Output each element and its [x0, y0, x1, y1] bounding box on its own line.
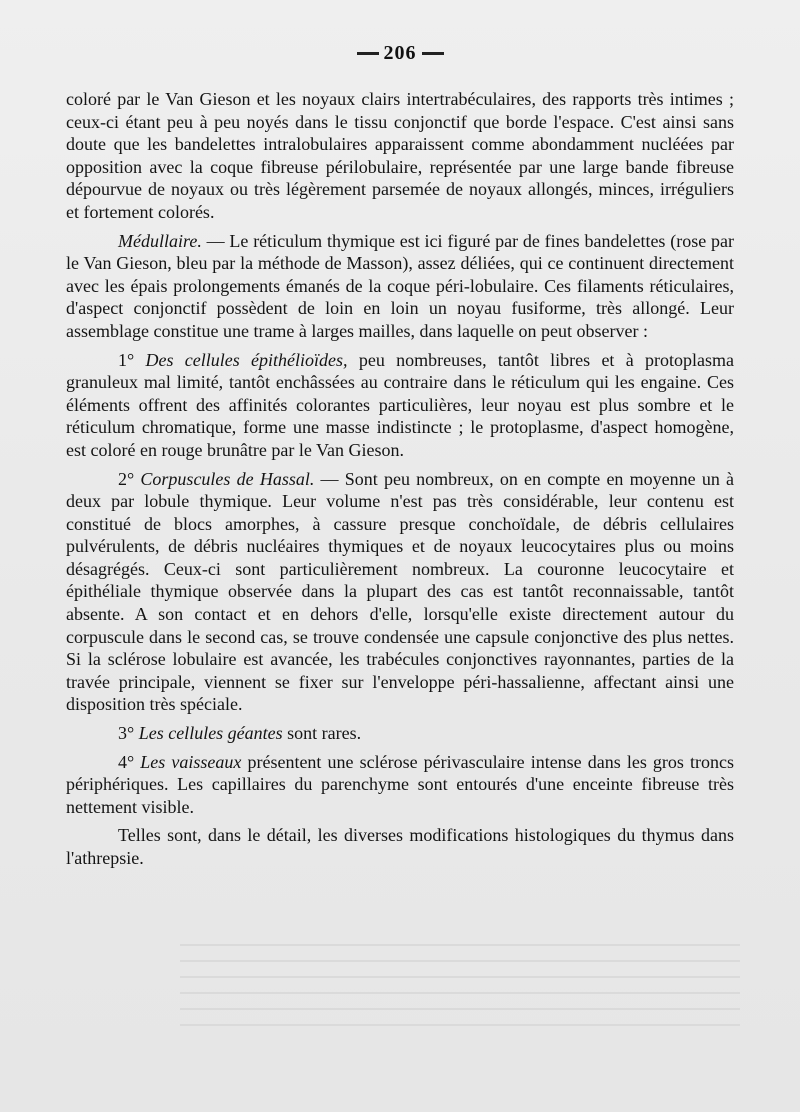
item-heading-italic: Des cellules épithélioïdes, — [145, 349, 348, 370]
paragraph-item-1 — [66, 349, 734, 462]
page-number — [0, 42, 800, 65]
paragraph-heading-italic: Médullaire. — [118, 230, 202, 251]
paragraph-conclusion — [66, 824, 734, 869]
paragraph-text: — Le réticulum thymique est ici figuré par de fines bandelettes (rose par le Van Gieson, bleu par la méthode de Masson), assez déliées, qui ce continuent directement avec les épais prolongements émanés de la coque péri-lobulaire. Ces filaments réticulaires, d'aspect conjonctif possèdent de loin en loin un noyau fusiforme, très allongé. Leur assemblage constitue une trame à larges mailles, dans laquelle on peut observer : — [66, 230, 734, 341]
page-number-value: 206 — [383, 42, 417, 64]
page-number-dash-right — [422, 52, 444, 55]
item-number: 4° — [118, 751, 135, 772]
item-heading-italic: Corpuscules de Hassal. — [140, 468, 315, 489]
item-heading-italic: Les vaisseaux — [140, 751, 242, 772]
paragraph-text: coloré par le Van Gieson et les noyaux clairs intertrabéculaires, des rapports très intimes ; ceux-ci étant peu à peu noyés dans le tissu conjonctif que borde l'espace. C'est ainsi sans doute que les bandelettes intralobulaires apparaissent comme abondamment nucléées par opposition avec la coque fibreuse périlobulaire, représentée par une large bande fibreuse dépourvue de noyaux ou très légèrement parsemée de noyaux allongés, minces, irréguliers et fortement colorés. — [66, 89, 734, 222]
paragraph-item-4 — [66, 751, 734, 819]
paragraph-text: — Sont peu nombreux, on en compte en moyenne un à deux par lobule thymique. Leur volume n'est pas très considérable, leur contenu est constitué de blocs amorphes, à cassure presque conchoïdale, de débris cellulaires pulvérulents, de débris nucléaires thymiques et de noyaux leucocytaires plus ou moins désagrégés. Ceux-ci sont particulièrement nombreux. La couronne leucocytaire et épithéliale thymique observée dans la plupart des cas est tantôt reconnaissable, tantôt absente. A son contact et en dehors d'elle, lorsqu'elle existe directement autour du corpuscule dans le second cas, se trouve condensée une capsule conjonctive des plus nettes. Si la sclérose lobulaire est avancée, les trabécules conjonctives rayonnantes, parties de la travée principale, viennent se fixer sur l'enveloppe péri-hassalienne, affectant ainsi une disposition très spéciale. — [66, 468, 735, 715]
paragraph-text: présentent une sclérose périvasculaire intense dans les gros troncs périphériques. Les capillaires du parenchyme sont entourés d'une enceinte fibreuse très nettement visible. — [66, 751, 735, 817]
item-number: 1° — [118, 349, 135, 370]
item-heading-italic: Les cellules géantes — [138, 723, 283, 744]
bleed-through-text — [180, 930, 740, 1040]
paragraph-text: peu nombreuses, tantôt libres et à protoplasma granuleux mal limité, tantôt enchâssées au contraire dans le réticulum qui les engaine. Ces éléments offrent des affinités colorantes particulières, leur noyau est plus sombre et le réticulum chromatique, forme une masse indistincte ; le protoplasme, d'aspect homogène, est coloré en rouge brunâtre par le Van Gieson. — [66, 349, 734, 460]
item-number: 2° — [118, 468, 135, 489]
paragraph-item-3 — [66, 722, 734, 745]
paragraph-text: sont rares. — [282, 723, 362, 744]
page-number-dash-left — [357, 52, 379, 55]
paragraph-medullaire — [66, 230, 734, 343]
paragraph-text: Telles sont, dans le détail, les diverses modifications histologiques du thymus dans l'athrepsie. — [66, 825, 734, 868]
paragraph-continuation — [66, 88, 734, 224]
item-number: 3° — [118, 723, 135, 744]
body-text — [66, 88, 734, 876]
paragraph-item-2 — [66, 468, 734, 717]
